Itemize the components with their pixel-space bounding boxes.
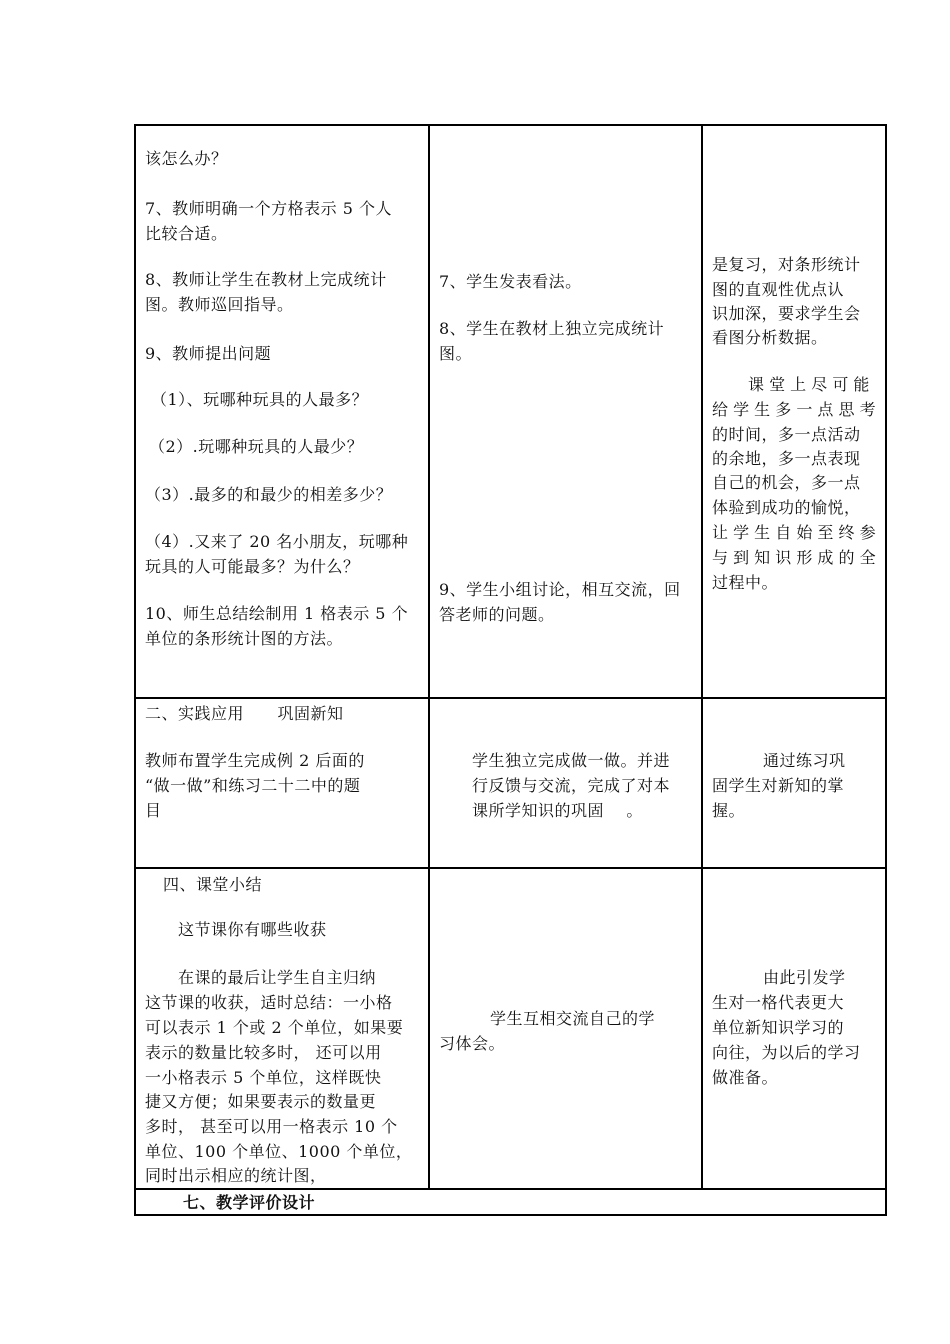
row-divider xyxy=(134,697,887,699)
student-activity-line: 学生独立完成做一做。并进 xyxy=(472,751,671,770)
teacher-activity-line: （3）.最多的和最少的相差多少？ xyxy=(145,485,393,504)
student-activity-line: 9、学生小组讨论，相互交流，回 xyxy=(439,580,681,599)
teacher-activity-line: 同时出示相应的统计图， xyxy=(145,1166,327,1185)
design-intent-line: 做准备。 xyxy=(712,1068,779,1087)
teacher-activity-line: 比较合适。 xyxy=(145,224,228,243)
row-divider xyxy=(134,867,887,869)
teacher-activity-line: （4）.又来了 20 名小朋友，玩哪种 xyxy=(145,532,409,551)
section-heading: 二、实践应用 巩固新知 xyxy=(145,704,344,723)
student-activity-line: 图。 xyxy=(439,344,473,363)
column-divider xyxy=(428,124,430,1190)
design-intent-line: 让 学 生 自 始 至 终 参 xyxy=(712,523,876,542)
teacher-activity-line: 图。教师巡回指导。 xyxy=(145,295,294,314)
student-activity-line: 学生互相交流自己的学 xyxy=(490,1009,656,1028)
design-intent-line: 看图分析数据。 xyxy=(712,328,828,347)
design-intent-line: 由此引发学 xyxy=(763,968,846,987)
column-divider xyxy=(701,124,703,1190)
design-intent-line: 是复习，对条形统计 xyxy=(712,255,861,274)
design-intent-line: 识加深，要求学生会 xyxy=(712,304,861,323)
teacher-activity-line: 7、教师明确一个方格表示 5 个人 xyxy=(145,199,393,218)
design-intent-line: 单位新知识学习的 xyxy=(712,1018,845,1037)
teacher-activity-line: （2）.玩哪种玩具的人最少？ xyxy=(149,437,364,456)
teacher-activity-line: 这节课的收获，适时总结：一小格 xyxy=(145,993,393,1012)
design-intent-line: 固学生对新知的掌 xyxy=(712,776,845,795)
design-intent-line: 课 堂 上 尽 可 能 xyxy=(748,375,870,394)
teacher-activity-line: 9、教师提出问题 xyxy=(145,344,272,363)
teacher-activity-line: 可以表示 1 个或 2 个单位，如果要 xyxy=(145,1018,404,1037)
design-intent-line: 过程中。 xyxy=(712,573,779,592)
teacher-activity-line: “做一做”和练习二十二中的题 xyxy=(145,776,361,795)
teacher-activity-line: 这节课你有哪些收获 xyxy=(178,920,327,939)
teacher-activity-line: 捷又方便；如果要表示的数量更 xyxy=(145,1092,377,1111)
section-heading: 四、课堂小结 xyxy=(163,875,263,894)
teacher-activity-line: 表示的数量比较多时， 还可以用 xyxy=(145,1043,382,1062)
teacher-activity-line: 教师布置学生完成例 2 后面的 xyxy=(145,751,365,770)
student-activity-line: 8、学生在教材上独立完成统计 xyxy=(439,319,665,338)
design-intent-line: 握。 xyxy=(712,801,746,820)
teacher-activity-line: 单位的条形统计图的方法。 xyxy=(145,629,344,648)
teacher-activity-line: （1）、玩哪种玩具的人最多？ xyxy=(151,390,369,409)
teacher-activity-line: 10、师生总结绘制用 1 格表示 5 个 xyxy=(145,604,409,623)
student-activity-line: 7、学生发表看法。 xyxy=(439,272,582,291)
teacher-activity-line: 玩具的人可能最多？为什么？ xyxy=(145,557,360,576)
student-activity-line: 课所学知识的巩固 。 xyxy=(472,801,643,820)
student-activity-line: 行反馈与交流，完成了对本 xyxy=(472,776,671,795)
teacher-activity-line: 单位、100 个单位、1000 个单位， xyxy=(145,1142,413,1161)
teacher-activity-line: 一小格表示 5 个单位，这样既快 xyxy=(145,1068,382,1087)
design-intent-line: 体验到成功的愉悦， xyxy=(712,498,861,517)
design-intent-line: 生对一格代表更大 xyxy=(712,993,845,1012)
teacher-activity-line: 目 xyxy=(145,801,162,820)
teacher-activity-line: 8、教师让学生在教材上完成统计 xyxy=(145,270,387,289)
design-intent-line: 的余地，多一点表现 xyxy=(712,449,861,468)
teacher-activity-line: 在课的最后让学生自主归纳 xyxy=(178,968,377,987)
design-intent-line: 向往，为以后的学习 xyxy=(712,1043,861,1062)
design-intent-line: 自己的机会，多一点 xyxy=(712,473,861,492)
design-intent-line: 通过练习巩 xyxy=(763,751,846,770)
evaluation-section-heading: 七、教学评价设计 xyxy=(183,1193,316,1212)
teacher-activity-line: 该怎么办？ xyxy=(145,149,228,168)
design-intent-line: 图的直观性优点认 xyxy=(712,280,845,299)
student-activity-line: 答老师的问题。 xyxy=(439,605,555,624)
teacher-activity-line: 多时， 甚至可以用一格表示 10 个 xyxy=(145,1117,398,1136)
design-intent-line: 给 学 生 多 一 点 思 考 xyxy=(712,400,876,419)
design-intent-line: 与 到 知 识 形 成 的 全 xyxy=(712,548,876,567)
student-activity-line: 习体会。 xyxy=(439,1034,506,1053)
design-intent-line: 的时间，多一点活动 xyxy=(712,425,861,444)
